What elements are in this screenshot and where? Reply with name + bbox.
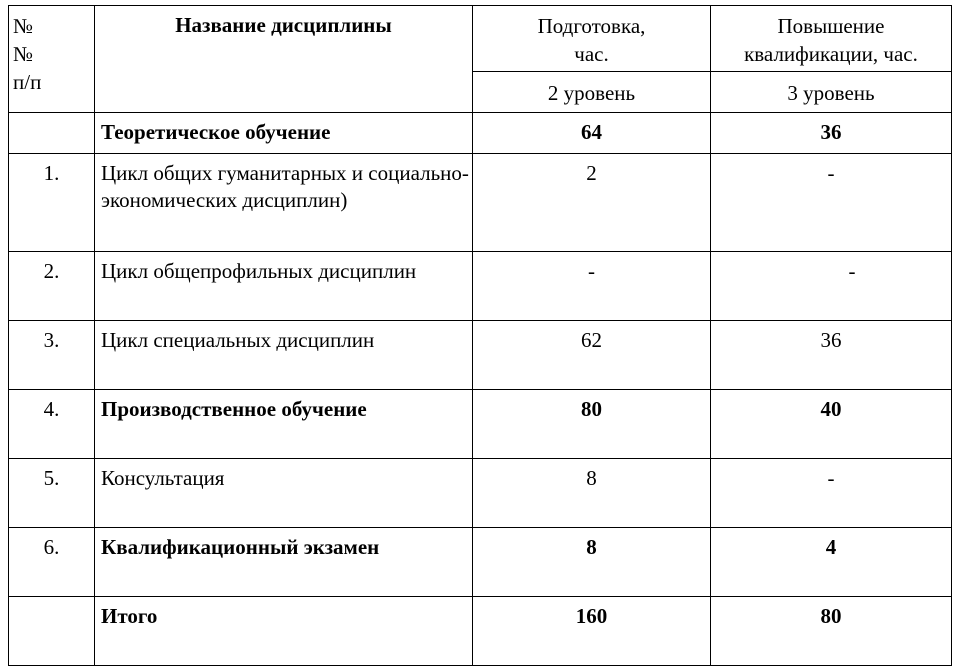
table-row xyxy=(9,528,952,597)
row-preparation-hours: 80 xyxy=(473,390,711,459)
row-number xyxy=(9,597,95,666)
row-qualification-hours: - xyxy=(711,154,952,252)
table-row xyxy=(9,113,952,154)
row-qualification-hours: - xyxy=(711,252,952,321)
total-row xyxy=(9,597,952,666)
row-number: 2. xyxy=(9,252,95,321)
row-qualification-hours: 36 xyxy=(711,321,952,390)
table-row xyxy=(9,252,952,321)
row-number: 4. xyxy=(9,390,95,459)
row-number: 3. xyxy=(9,321,95,390)
header-preparation xyxy=(473,6,711,72)
row-number: 5. xyxy=(9,459,95,528)
row-qualification-hours: 36 xyxy=(711,113,952,154)
row-name: Производственное обучение xyxy=(95,390,473,459)
row-preparation-hours: - xyxy=(473,252,711,321)
row-number: 1. xyxy=(9,154,95,252)
header-qualification-level: 3 уровень xyxy=(711,72,952,113)
row-qualification-hours: 40 xyxy=(711,390,952,459)
row-preparation-hours: 62 xyxy=(473,321,711,390)
row-preparation-hours: 64 xyxy=(473,113,711,154)
row-name: Квалификационный экзамен xyxy=(95,528,473,597)
row-preparation-hours: 8 xyxy=(473,459,711,528)
row-number: 6. xyxy=(9,528,95,597)
row-name: Итого xyxy=(95,597,473,666)
header-row xyxy=(9,6,952,72)
row-number xyxy=(9,113,95,154)
header-preparation-text: Подготовка, час. xyxy=(537,14,646,66)
curriculum-table xyxy=(8,5,952,666)
row-qualification-hours: 80 xyxy=(711,597,952,666)
table-row xyxy=(9,459,952,528)
header-discipline-name: Название дисциплины xyxy=(95,6,473,113)
header-preparation-level: 2 уровень xyxy=(473,72,711,113)
header-qualification xyxy=(711,6,952,72)
row-name: Консультация xyxy=(95,459,473,528)
table-row xyxy=(9,321,952,390)
header-number xyxy=(9,6,95,113)
row-preparation-hours: 160 xyxy=(473,597,711,666)
row-name: Теоретическое обучение xyxy=(95,113,473,154)
row-preparation-hours: 2 xyxy=(473,154,711,252)
table-row xyxy=(9,390,952,459)
row-name: Цикл общих гуманитарных и социально-экономических дисциплин) xyxy=(95,154,473,252)
header-number-line1: № № п/п xyxy=(13,14,42,94)
row-qualification-hours: - xyxy=(711,459,952,528)
header-qualification-text: Повышение квалификации, час. xyxy=(744,14,918,66)
row-name: Цикл специальных дисциплин xyxy=(95,321,473,390)
row-qualification-hours: 4 xyxy=(711,528,952,597)
row-preparation-hours: 8 xyxy=(473,528,711,597)
table-row xyxy=(9,154,952,252)
row-name: Цикл общепрофильных дисциплин xyxy=(95,252,473,321)
